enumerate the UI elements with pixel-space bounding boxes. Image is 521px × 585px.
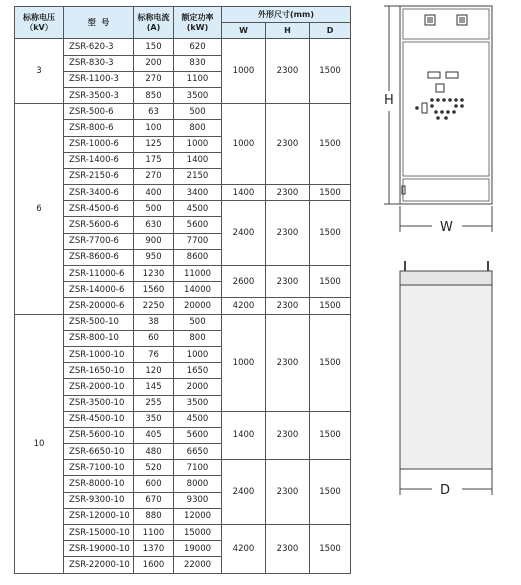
current-cell: 76 — [134, 346, 174, 362]
power-cell: 4500 — [174, 201, 222, 217]
power-cell: 7100 — [174, 460, 222, 476]
height-header: H — [266, 23, 310, 39]
power-cell: 3500 — [174, 87, 222, 103]
dimensions-header: 外形尺寸(mm) — [222, 7, 351, 23]
model-cell: ZSR-5600-10 — [64, 427, 134, 443]
model-cell: ZSR-1400-6 — [64, 152, 134, 168]
voltage-header: 标称电压 （kV） — [15, 7, 64, 39]
height-cell: 2300 — [266, 185, 310, 201]
power-header: 额定功率 (kW) — [174, 7, 222, 39]
width-cell: 1000 — [222, 314, 266, 411]
current-cell: 630 — [134, 217, 174, 233]
height-cell: 2300 — [266, 298, 310, 314]
depth-cell: 1500 — [310, 39, 351, 104]
height-cell: 2300 — [266, 525, 310, 574]
model-cell: ZSR-1000-10 — [64, 346, 134, 362]
width-header: W — [222, 23, 266, 39]
power-cell: 8000 — [174, 476, 222, 492]
height-cell: 2300 — [266, 266, 310, 298]
current-cell: 1600 — [134, 557, 174, 573]
current-cell: 145 — [134, 379, 174, 395]
model-cell: ZSR-3400-6 — [64, 185, 134, 201]
current-cell: 480 — [134, 444, 174, 460]
spec-table — [14, 6, 351, 574]
height-label: H — [384, 93, 394, 108]
width-cell: 1400 — [222, 185, 266, 201]
current-cell: 120 — [134, 363, 174, 379]
model-cell: ZSR-19000-10 — [64, 541, 134, 557]
current-cell: 500 — [134, 201, 174, 217]
power-cell: 6650 — [174, 444, 222, 460]
cabinet-side-drawing — [360, 255, 521, 505]
width-cell: 2400 — [222, 460, 266, 525]
voltage-cell: 3 — [15, 39, 64, 104]
table-row — [15, 185, 351, 201]
power-cell: 7700 — [174, 233, 222, 249]
height-cell: 2300 — [266, 460, 310, 525]
depth-cell: 1500 — [310, 411, 351, 460]
model-cell: ZSR-830-3 — [64, 55, 134, 71]
power-cell: 1000 — [174, 136, 222, 152]
model-cell: ZSR-8000-10 — [64, 476, 134, 492]
table-row — [15, 314, 351, 330]
depth-cell: 1500 — [310, 314, 351, 411]
depth-cell: 1500 — [310, 104, 351, 185]
width-cell: 4200 — [222, 298, 266, 314]
current-cell: 270 — [134, 71, 174, 87]
power-cell: 4500 — [174, 411, 222, 427]
power-cell: 1100 — [174, 71, 222, 87]
height-cell: 2300 — [266, 314, 310, 411]
width-cell: 2600 — [222, 266, 266, 298]
cabinet-front-drawing — [360, 0, 521, 240]
power-cell: 800 — [174, 330, 222, 346]
current-cell: 405 — [134, 427, 174, 443]
width-label: W — [440, 220, 453, 235]
current-cell: 125 — [134, 136, 174, 152]
model-cell: ZSR-22000-10 — [64, 557, 134, 573]
table-row — [15, 104, 351, 120]
voltage-cell: 10 — [15, 314, 64, 573]
voltage-cell: 6 — [15, 104, 64, 314]
current-cell: 520 — [134, 460, 174, 476]
table-row — [15, 525, 351, 541]
model-cell: ZSR-4500-10 — [64, 411, 134, 427]
height-cell: 2300 — [266, 201, 310, 266]
current-cell: 63 — [134, 104, 174, 120]
model-cell: ZSR-3500-10 — [64, 395, 134, 411]
width-cell: 2400 — [222, 201, 266, 266]
model-cell: ZSR-7700-6 — [64, 233, 134, 249]
model-cell: ZSR-2150-6 — [64, 168, 134, 184]
model-cell: ZSR-2000-10 — [64, 379, 134, 395]
model-cell: ZSR-8600-6 — [64, 249, 134, 265]
model-cell: ZSR-15000-10 — [64, 525, 134, 541]
table-row — [15, 201, 351, 217]
width-cell: 1400 — [222, 411, 266, 460]
power-cell: 11000 — [174, 266, 222, 282]
depth-cell: 1500 — [310, 201, 351, 266]
model-cell: ZSR-11000-6 — [64, 266, 134, 282]
table-row — [15, 460, 351, 476]
table-row — [15, 298, 351, 314]
width-cell: 1000 — [222, 104, 266, 185]
power-cell: 8600 — [174, 249, 222, 265]
power-cell: 15000 — [174, 525, 222, 541]
power-cell: 830 — [174, 55, 222, 71]
current-cell: 175 — [134, 152, 174, 168]
power-cell: 12000 — [174, 508, 222, 524]
power-cell: 5600 — [174, 217, 222, 233]
current-cell: 600 — [134, 476, 174, 492]
current-cell: 255 — [134, 395, 174, 411]
power-cell: 1400 — [174, 152, 222, 168]
current-cell: 1100 — [134, 525, 174, 541]
model-cell: ZSR-500-10 — [64, 314, 134, 330]
current-cell: 670 — [134, 492, 174, 508]
depth-header: D — [310, 23, 351, 39]
power-cell: 500 — [174, 104, 222, 120]
model-cell: ZSR-9300-10 — [64, 492, 134, 508]
power-cell: 22000 — [174, 557, 222, 573]
depth-cell: 1500 — [310, 266, 351, 298]
power-cell: 2000 — [174, 379, 222, 395]
current-cell: 1370 — [134, 541, 174, 557]
power-cell: 19000 — [174, 541, 222, 557]
power-cell: 2150 — [174, 168, 222, 184]
power-cell: 3500 — [174, 395, 222, 411]
model-cell: ZSR-3500-3 — [64, 87, 134, 103]
power-cell: 14000 — [174, 282, 222, 298]
depth-label: D — [440, 483, 451, 498]
depth-cell: 1500 — [310, 185, 351, 201]
power-cell: 1650 — [174, 363, 222, 379]
model-cell: ZSR-5600-6 — [64, 217, 134, 233]
current-cell: 950 — [134, 249, 174, 265]
model-cell: ZSR-4500-6 — [64, 201, 134, 217]
width-cell: 4200 — [222, 525, 266, 574]
power-cell: 500 — [174, 314, 222, 330]
table-row — [15, 266, 351, 282]
model-cell: ZSR-14000-6 — [64, 282, 134, 298]
model-cell: ZSR-12000-10 — [64, 508, 134, 524]
depth-cell: 1500 — [310, 298, 351, 314]
power-cell: 9300 — [174, 492, 222, 508]
current-cell: 900 — [134, 233, 174, 249]
height-cell: 2300 — [266, 104, 310, 185]
depth-cell: 1500 — [310, 525, 351, 574]
current-cell: 1560 — [134, 282, 174, 298]
power-cell: 20000 — [174, 298, 222, 314]
model-cell: ZSR-500-6 — [64, 104, 134, 120]
spec-table-body — [15, 39, 351, 573]
current-cell: 150 — [134, 39, 174, 55]
current-cell: 270 — [134, 168, 174, 184]
power-cell: 3400 — [174, 185, 222, 201]
current-cell: 60 — [134, 330, 174, 346]
model-cell: ZSR-1000-6 — [64, 136, 134, 152]
model-cell: ZSR-1100-3 — [64, 71, 134, 87]
table-row — [15, 39, 351, 55]
table-row — [15, 411, 351, 427]
model-cell: ZSR-20000-6 — [64, 298, 134, 314]
model-cell: ZSR-7100-10 — [64, 460, 134, 476]
current-header: 标称电流 (A) — [134, 7, 174, 39]
current-cell: 200 — [134, 55, 174, 71]
width-cell: 1000 — [222, 39, 266, 104]
height-cell: 2300 — [266, 39, 310, 104]
depth-cell: 1500 — [310, 460, 351, 525]
height-cell: 2300 — [266, 411, 310, 460]
current-cell: 350 — [134, 411, 174, 427]
power-cell: 5600 — [174, 427, 222, 443]
current-cell: 100 — [134, 120, 174, 136]
model-cell: ZSR-620-3 — [64, 39, 134, 55]
model-cell: ZSR-1650-10 — [64, 363, 134, 379]
current-cell: 400 — [134, 185, 174, 201]
power-cell: 1000 — [174, 346, 222, 362]
model-cell: ZSR-800-6 — [64, 120, 134, 136]
current-cell: 850 — [134, 87, 174, 103]
current-cell: 1230 — [134, 266, 174, 282]
model-cell: ZSR-6650-10 — [64, 444, 134, 460]
current-cell: 2250 — [134, 298, 174, 314]
power-cell: 800 — [174, 120, 222, 136]
current-cell: 38 — [134, 314, 174, 330]
model-header: 型 号 — [64, 7, 134, 39]
model-cell: ZSR-800-10 — [64, 330, 134, 346]
power-cell: 620 — [174, 39, 222, 55]
current-cell: 880 — [134, 508, 174, 524]
